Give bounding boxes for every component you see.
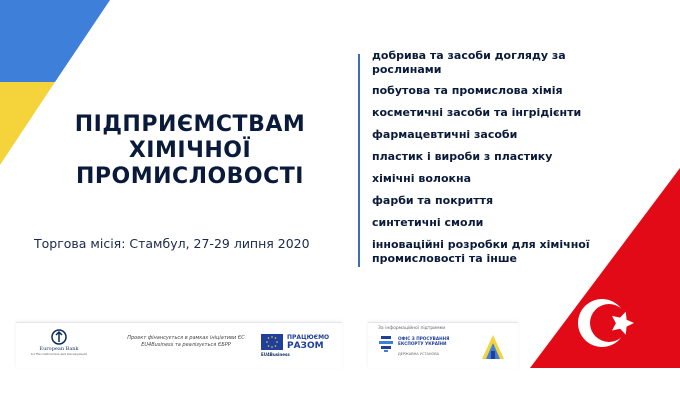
- ebrd-logo-icon: [51, 329, 67, 345]
- together-small-text: ПРАЦЮЄМО: [287, 334, 330, 341]
- list-item: косметичні засоби та інгрідієнти: [372, 106, 582, 119]
- trade-mission-subtitle: Торгова місія: Стамбул, 27-29 липня 2020: [34, 236, 310, 251]
- ebrd-tagline: for Reconstruction and Development: [30, 352, 88, 356]
- list-item: пластик і вироби з пластику: [372, 150, 553, 163]
- eu4business-label: EU4Business: [261, 352, 290, 357]
- title-line-1: ПІДПРИЄМСТВАМ: [74, 112, 306, 137]
- info-support-label: За інформаційної підтримки: [378, 326, 446, 331]
- vertical-divider: [358, 54, 360, 267]
- export-promotion-office-logo-icon: [378, 335, 394, 353]
- eu-flag-icon: [261, 334, 283, 350]
- working-together-logo: [287, 334, 333, 350]
- partners-logo-panel: [16, 322, 342, 368]
- list-item: побутова та промислова хімія: [372, 84, 563, 97]
- list-item: хімічні волокна: [372, 172, 471, 185]
- info-support-logo-panel: [368, 322, 518, 368]
- list-item: фарби та покриття: [372, 194, 494, 207]
- ministry-emblem-icon: [480, 333, 506, 361]
- funding-note: [106, 335, 266, 349]
- title-line-2: ХІМІЧНОЇ: [128, 138, 252, 163]
- list-item: фармацевтичні засоби: [372, 128, 518, 141]
- ebrd-logo: [24, 329, 94, 356]
- together-big-text: РАЗОМ: [287, 341, 324, 351]
- funding-line-2: EU4Business та реалізується ЄБРР: [141, 342, 231, 348]
- list-item: добрива та засоби догляду за рослинами: [372, 49, 566, 76]
- office-line-1: ОФІС З ПРОСУВАННЯ: [398, 336, 450, 341]
- list-item: синтетичні смоли: [372, 216, 484, 229]
- ebrd-name: European Bank: [39, 346, 79, 352]
- list-item: інноваційні розробки для хімічної промисловості та інше: [372, 238, 590, 265]
- office-name: [398, 336, 468, 346]
- export-promotion-office-logo: [378, 335, 450, 357]
- title-line-3: ПРОМИСЛОВОСТІ: [76, 164, 304, 189]
- office-subtitle: ДЕРЖАВНА УСТАНОВА: [398, 352, 440, 356]
- turkey-flag-crescent-star-icon: [530, 168, 680, 368]
- page-title: [40, 112, 340, 190]
- funding-line-1: Проект фінансується в рамках ініціативи ЄС: [127, 335, 245, 341]
- office-line-2: ЕКСПОРТУ УКРАЇНИ: [398, 341, 447, 346]
